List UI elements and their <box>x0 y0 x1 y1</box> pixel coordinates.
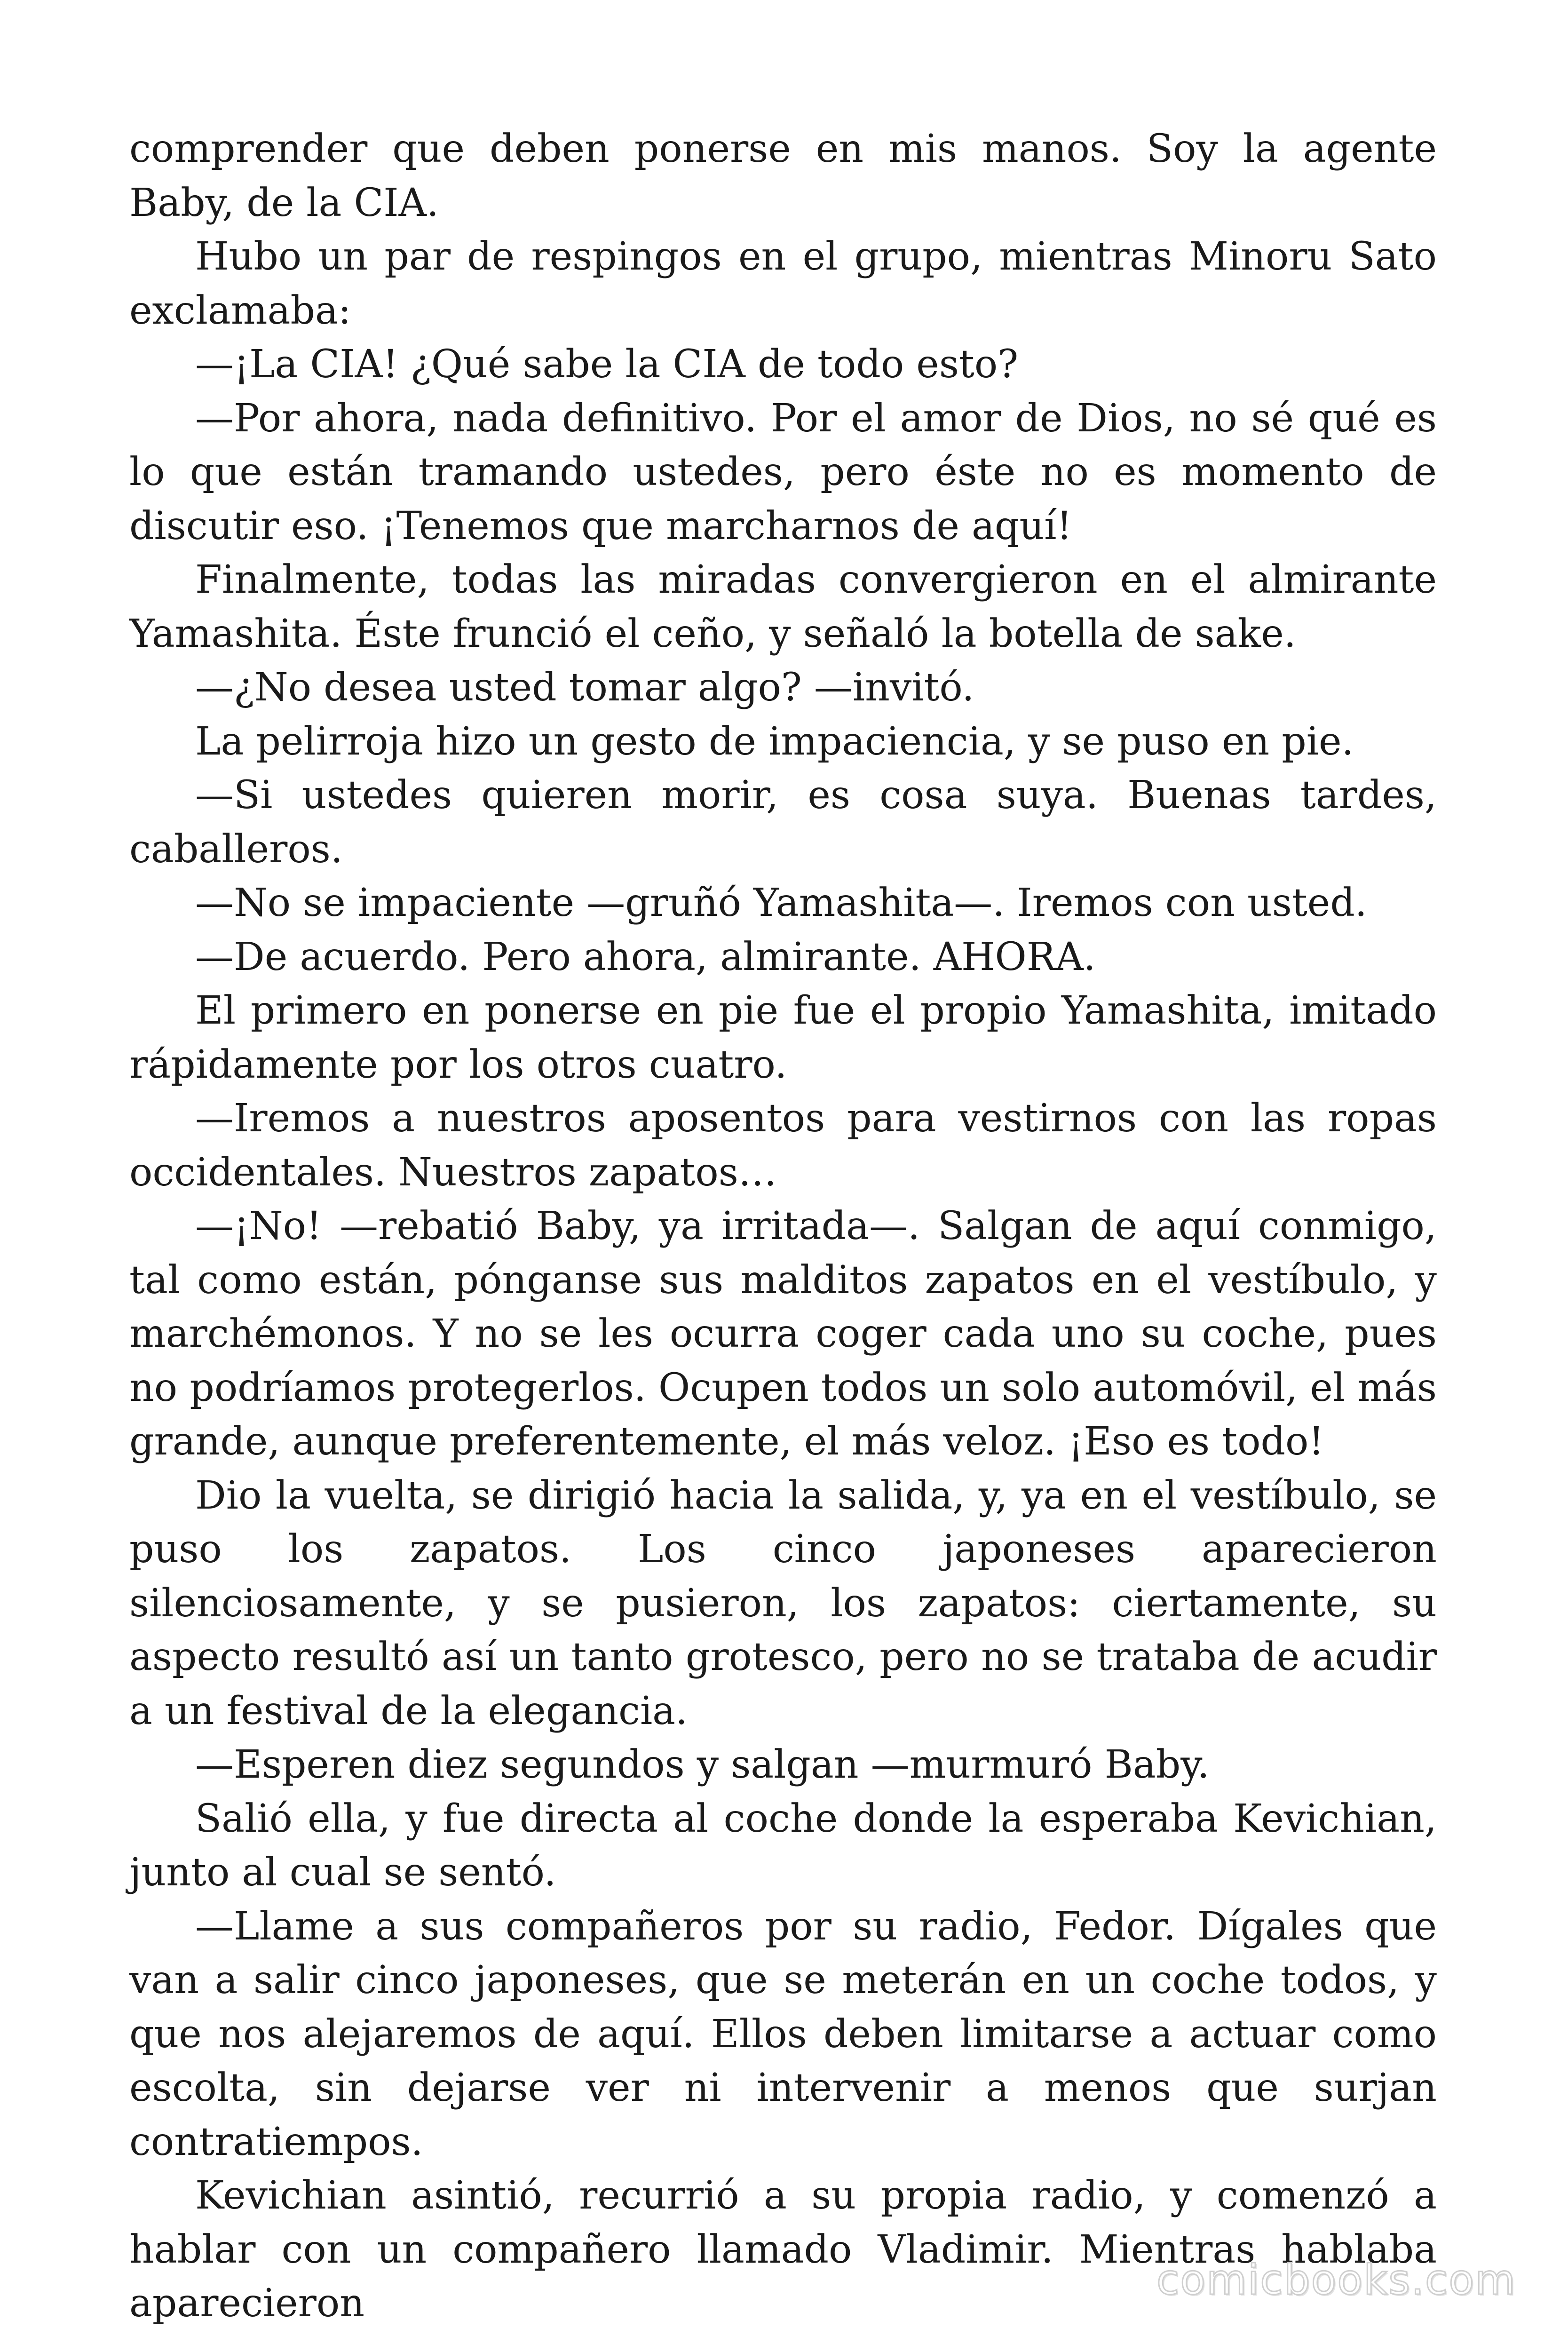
paragraph: —Esperen diez segundos y salgan —murmuró Baby. <box>195 1742 1210 1787</box>
paragraph: —Por ahora, nada definitivo. Por el amor de Dios, no sé qué es lo que están tramando ustedes, pero éste no es momento de discutir eso. ¡Tenemos que marcharnos de aquí! <box>129 396 1437 548</box>
paragraph: —Llame a sus compañeros por su radio, Fedor. Dígales que van a salir cinco japoneses, que se meterán en un coche todos, y que nos alejaremos de aquí. Ellos deben limitarse a actuar como escolta, sin dejarse ver ni intervenir a menos que surjan contratiempos. <box>129 1904 1437 2164</box>
paragraph: La pelirroja hizo un gesto de impaciencia, y se puso en pie. <box>195 719 1354 764</box>
paragraph: —¡No! —rebatió Baby, ya irritada—. Salgan de aquí conmigo, tal como están, pónganse sus malditos zapatos en el vestíbulo, y marchémonos. Y no se les ocurra coger cada uno su coche, pues no podríamos protegerlos. Ocupen todos un solo automóvil, el más grande, aunque preferentemente, el más veloz. ¡Eso es todo! <box>129 1204 1437 1464</box>
paragraph: —¡La CIA! ¿Qué sabe la CIA de todo esto? <box>195 342 1019 387</box>
paragraph: —Si ustedes quieren morir, es cosa suya. Buenas tardes, caballeros. <box>129 773 1437 872</box>
paragraph: —No se impaciente —gruñó Yamashita—. Iremos con usted. <box>195 881 1367 925</box>
paragraph: El primero en ponerse en pie fue el propio Yamashita, imitado rápidamente por los otros cuatro. <box>129 988 1437 1087</box>
watermark: comicbooks.com <box>1156 2256 1516 2304</box>
page-body-text <box>129 122 1437 2331</box>
paragraph: comprender que deben ponerse en mis manos. Soy la agente Baby, de la CIA. <box>129 127 1437 225</box>
paragraph: Salió ella, y fue directa al coche donde la esperaba Kevichian, junto al cual se sentó. <box>129 1796 1437 1895</box>
paragraph: Finalmente, todas las miradas convergieron en el almirante Yamashita. Éste frunció el ceño, y señaló la botella de sake. <box>129 557 1437 656</box>
paragraph: Kevichian asintió, recurrió a su propia radio, y comenzó a hablar con un compañero llamado Vladimir. Mientras hablaba aparecieron <box>129 2173 1437 2326</box>
paragraph: —Iremos a nuestros aposentos para vestirnos con las ropas occidentales. Nuestros zapatos… <box>129 1096 1437 1195</box>
paragraph: —¿No desea usted tomar algo? —invitó. <box>195 665 974 710</box>
paragraph: —De acuerdo. Pero ahora, almirante. AHORA. <box>195 934 1096 979</box>
paragraph: Hubo un par de respingos en el grupo, mientras Minoru Sato exclamaba: <box>129 234 1437 333</box>
paragraph: Dio la vuelta, se dirigió hacia la salida, y, ya en el vestíbulo, se puso los zapatos. Los cinco japoneses aparecieron silenciosamente, y se pusieron, los zapatos: ciertamente, su aspecto resultó así un tanto grotesco, pero no se trataba de acudir a un festival de la elegancia. <box>129 1473 1437 1733</box>
